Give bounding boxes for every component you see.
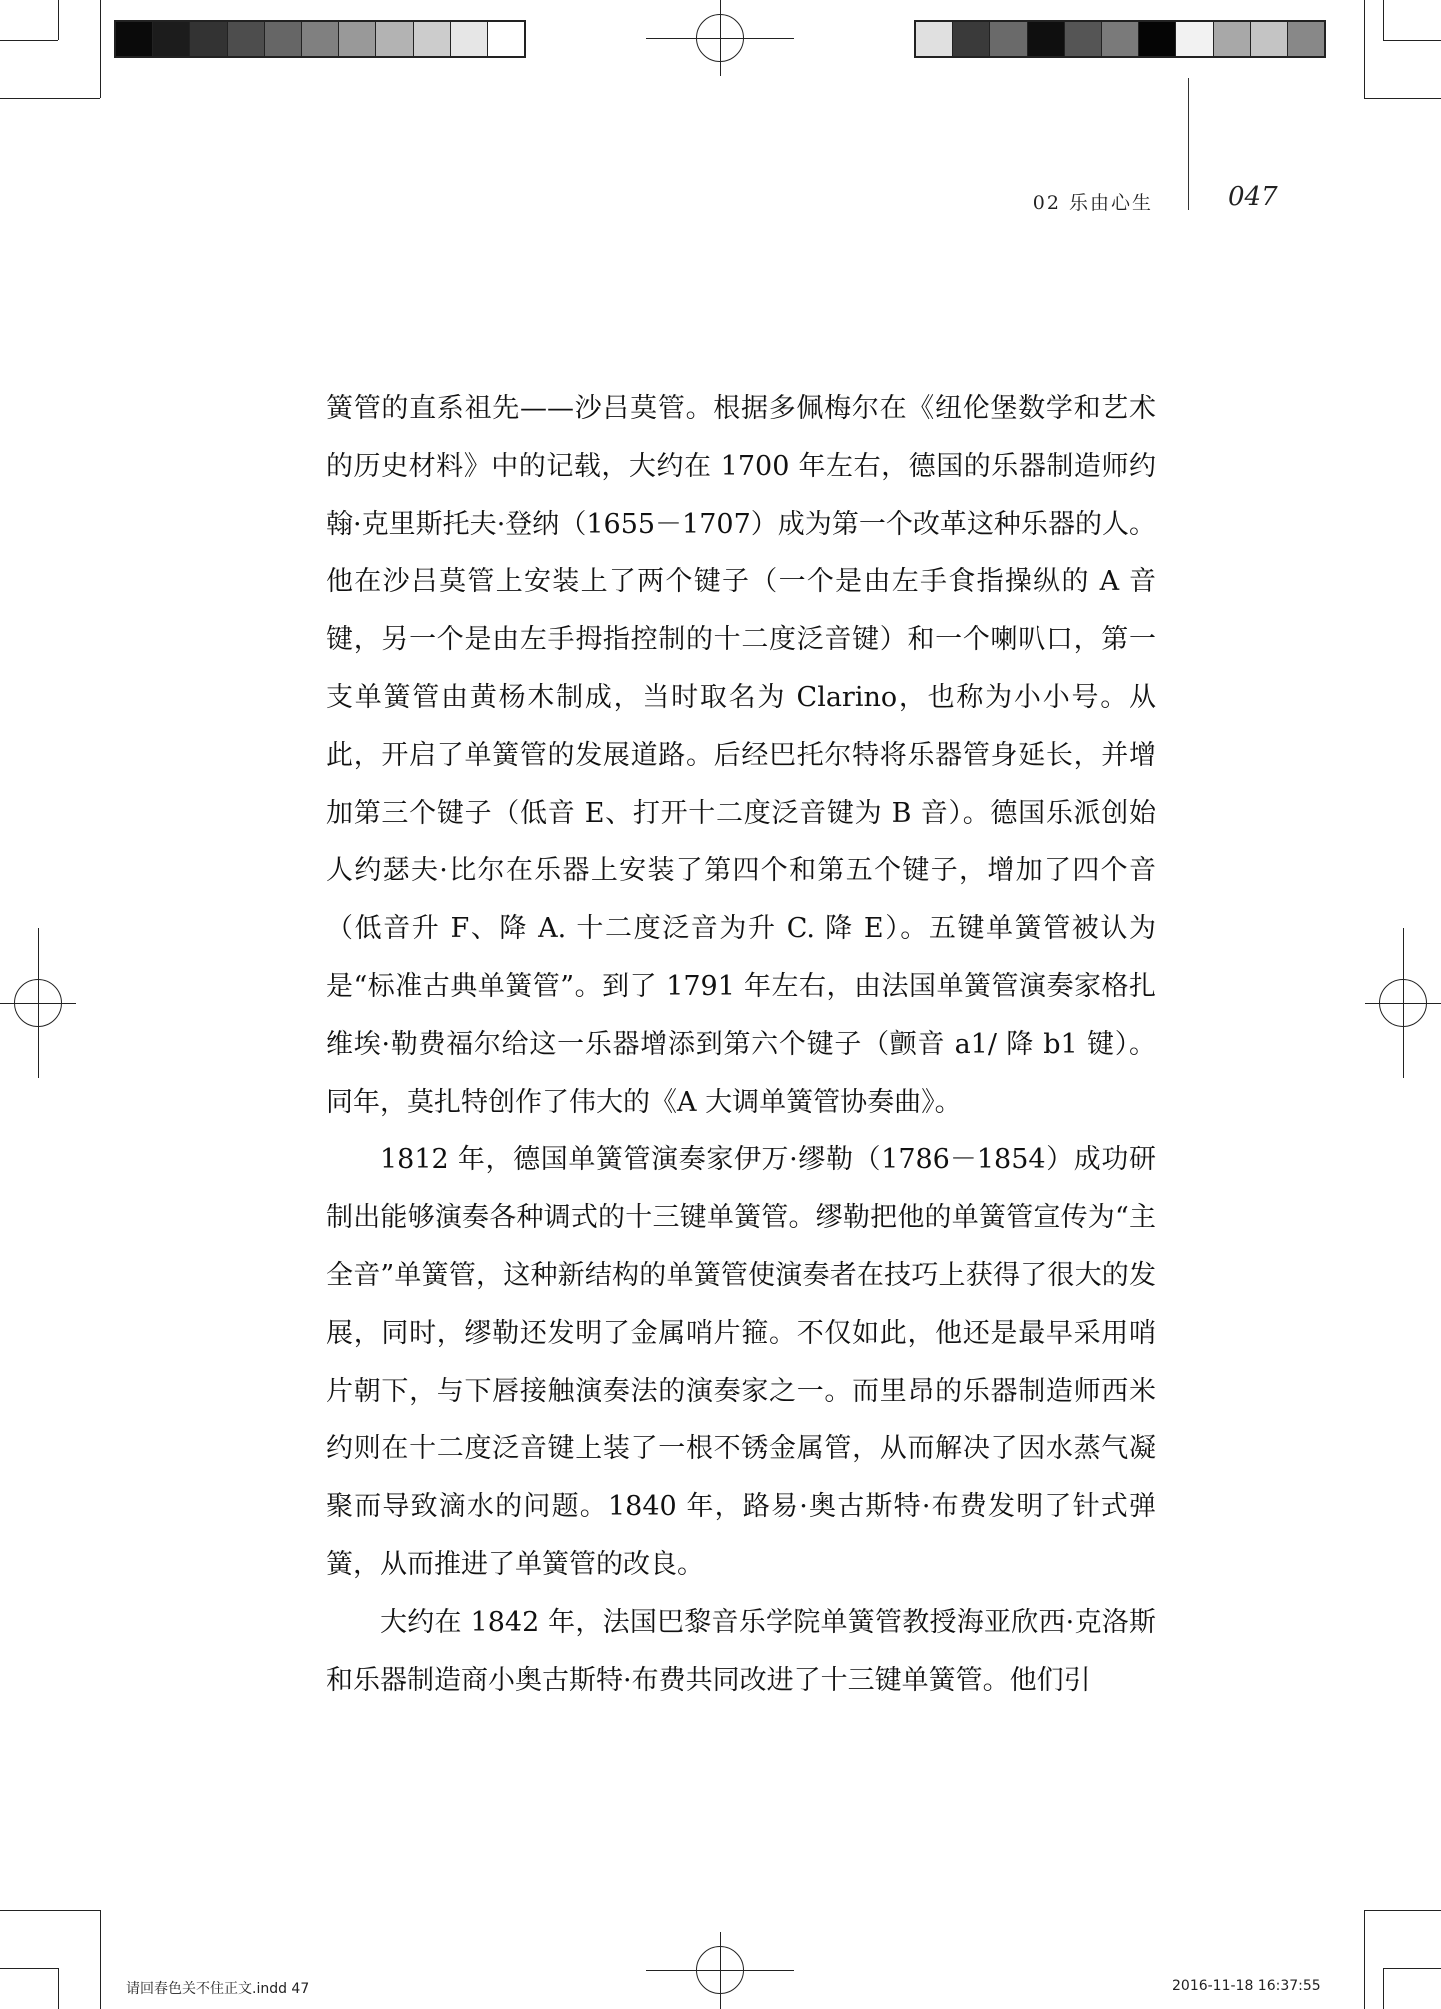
registration-mark-top — [646, 0, 794, 76]
crop-mark — [0, 1910, 100, 1911]
color-swatch — [228, 22, 265, 56]
color-swatch — [451, 22, 488, 56]
color-swatch — [990, 22, 1027, 56]
header-divider — [1188, 78, 1189, 210]
color-swatch — [488, 22, 524, 56]
crop-mark — [0, 1968, 58, 1969]
crop-mark — [1364, 0, 1365, 98]
color-swatch — [1028, 22, 1065, 56]
color-swatch — [1139, 22, 1176, 56]
paragraph: 大约在 1842 年，法国巴黎音乐学院单簧管教授海亚欣西·克洛斯和乐器制造商小奥古斯特·布费共同改进了十三键单簧管。他们引 — [326, 1606, 1156, 1696]
color-swatch — [339, 22, 376, 56]
color-swatch — [1288, 22, 1324, 56]
color-bar-right — [914, 20, 1326, 58]
registration-mark-left — [0, 928, 76, 1078]
color-bar-left — [114, 20, 526, 58]
color-swatch — [1176, 22, 1213, 56]
page-number: 047 — [1228, 182, 1278, 212]
color-swatch — [1251, 22, 1288, 56]
body-text — [326, 380, 1156, 1709]
color-swatch — [953, 22, 990, 56]
color-swatch — [265, 22, 302, 56]
paragraph: 簧管的直系祖先——沙吕莫管。根据多佩梅尔在《纽伦堡数学和艺术的历史材料》中的记载，大约在 1700 年左右，德国的乐器制造师约翰·克里斯托夫·登纳（1655－1707）成为第一个改革这种乐器的人。他在沙吕莫管上安装上了两个键子（一个是由左手食指操纵的 A 音键，另一个是由左手拇指控制的十二度泛音键）和一个喇叭口，第一支单簧管由黄杨木制成，当时取名为 Clarino，也称为小小号。从此，开启了单簧管的发展道路。后经巴托尔特将乐器管身延长，并增加第三个键子（低音 E、打开十二度泛音键为 B 音）。德国乐派创始人约瑟夫·比尔在乐器上安装了第四个和第五个键子，增加了四个音（低音升 F、降 A. 十二度泛音为升 C. 降 E）。五键单簧管被认为是“标准古典单簧管”。到了 1791 年左右，由法国单簧管演奏家格扎维埃·勒费福尔给这一乐器增添到第六个键子（颤音 a1/ 降 b1 键）。同年，莫扎特创作了伟大的《A 大调单簧管协奏曲》。 — [326, 393, 1156, 1118]
registration-mark-right — [1365, 928, 1441, 1078]
crop-mark — [1383, 40, 1441, 41]
color-swatch — [302, 22, 339, 56]
crop-mark — [58, 0, 59, 40]
color-swatch — [116, 22, 153, 56]
color-swatch — [1102, 22, 1139, 56]
running-head: 02 乐由心生 — [1032, 192, 1153, 214]
crop-mark — [1364, 1910, 1365, 2009]
crop-mark — [1364, 98, 1441, 99]
crop-mark — [1383, 0, 1384, 40]
footer-timestamp: 2016-11-18 16:37:55 — [1172, 1978, 1321, 1994]
color-swatch — [190, 22, 227, 56]
paragraph: 1812 年，德国单簧管演奏家伊万·缪勒（1786－1854）成功研制出能够演奏各种调式的十三键单簧管。缪勒把他的单簧管宣传为“主全音”单簧管，这种新结构的单簧管使演奏者在技巧上获得了很大的发展，同时，缪勒还发明了金属哨片箍。不仅如此，他还是最早采用哨片朝下，与下唇接触演奏法的演奏家之一。而里昂的乐器制造师西米约则在十二度泛音键上装了一根不锈金属管，从而解决了因水蒸气凝聚而导致滴水的问题。1840 年，路易·奥古斯特·布费发明了针式弹簧，从而推进了单簧管的改良。 — [326, 1144, 1156, 1580]
crop-mark — [1364, 1910, 1441, 1911]
crop-mark — [1383, 1968, 1384, 2009]
color-swatch — [153, 22, 190, 56]
registration-mark-bottom — [646, 1932, 794, 2009]
crop-mark — [1383, 1968, 1441, 1969]
color-swatch — [1214, 22, 1251, 56]
crop-mark — [58, 1968, 59, 2009]
color-swatch — [916, 22, 953, 56]
crop-mark — [100, 1910, 101, 2009]
crop-mark — [100, 0, 101, 98]
footer-file-info: 请回春色关不住正文.indd 47 — [126, 1981, 310, 1997]
color-swatch — [376, 22, 413, 56]
crop-mark — [0, 98, 100, 99]
color-swatch — [1065, 22, 1102, 56]
color-swatch — [414, 22, 451, 56]
crop-mark — [0, 40, 58, 41]
